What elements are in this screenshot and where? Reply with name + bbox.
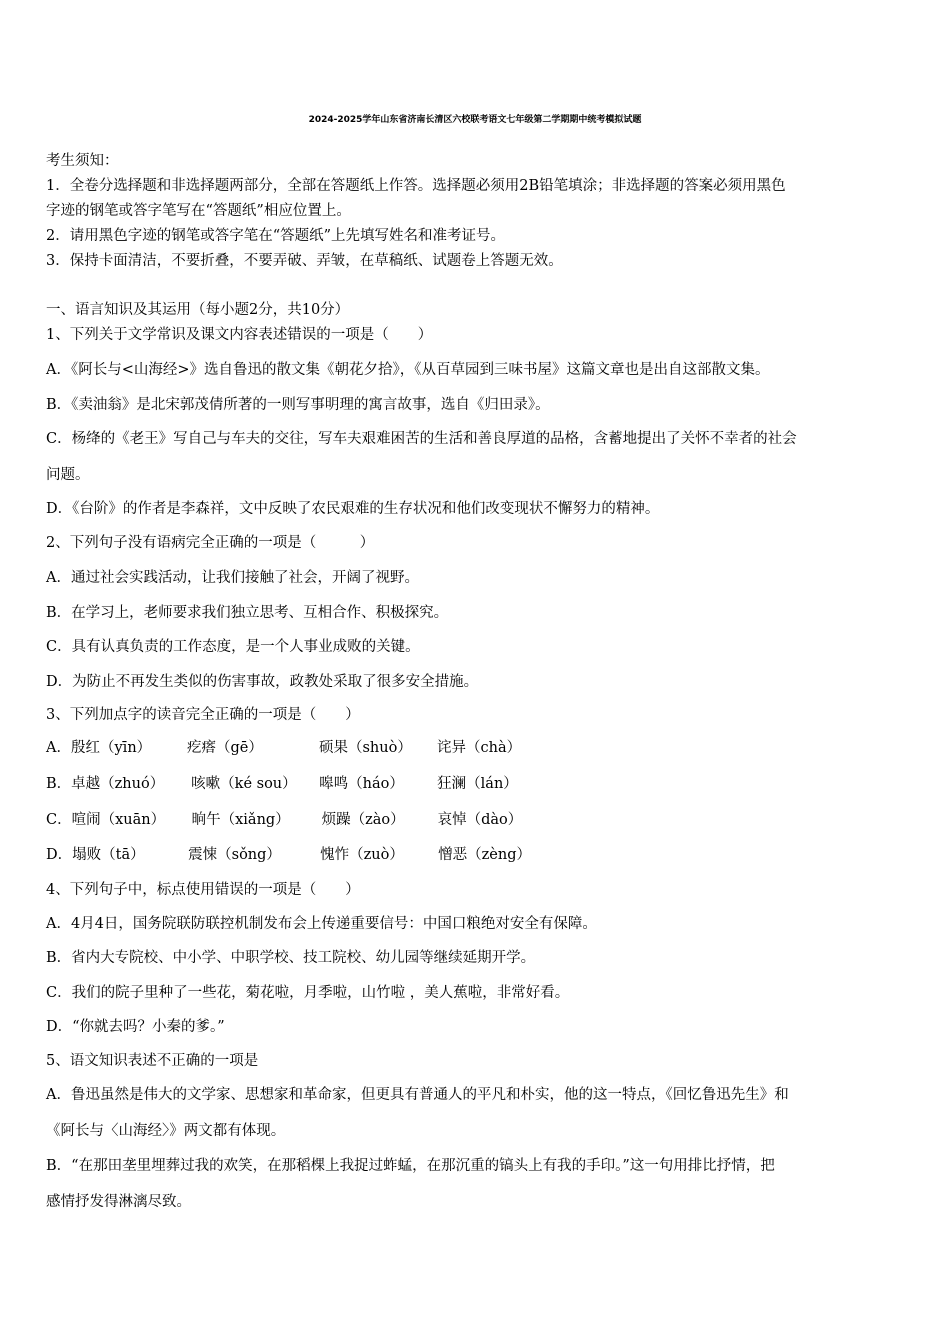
pinyin-word: 咳嗽（ké sou）: [191, 776, 297, 792]
page-title: 2024-2025学年山东省济南长清区六校联考语文七年级第二学期期中统考模拟试题: [308, 115, 642, 125]
question-3-option-a: [46, 738, 521, 758]
pinyin-word: 疙瘩（gē）: [186, 740, 263, 756]
question-1-option-a: A．《阿长与<山海经>》选自鲁迅的散文集《朝花夕拾》，《从百草园到三味书屋》这篇文章也是出自这部散文集。: [46, 362, 770, 378]
notice-item: 2．请用黑色字迹的钢笔或答字笔在“答题纸”上先填写姓名和准考证号。: [46, 228, 506, 244]
question-5-option-a: A．鲁迅虽然是伟大的文学家、思想家和革命家，但更具有普通人的平凡和朴实，他的这一特点，《回忆鲁迅先生》和: [46, 1087, 789, 1103]
question-4-option-b: B．省内大专院校、中小学、中职学校、技工院校、幼儿园等继续延期开学。: [46, 950, 536, 966]
pinyin-word: 晌午（xiǎng）: [191, 812, 290, 828]
question-2-option-a: A．通过社会实践活动，让我们接触了社会，开阔了视野。: [46, 570, 419, 586]
pinyin-word: 哀悼（dào）: [437, 812, 523, 828]
question-2-stem: 2、下列句子没有语病完全正确的一项是（ ）: [46, 535, 375, 551]
section-heading: 一、语言知识及其运用（每小题2分，共10分）: [46, 302, 350, 318]
option-label: C．: [46, 812, 72, 828]
question-1-option-b: B．《卖油翁》是北宋郭茂倩所著的一则写事明理的寓言故事，选自《归田录》。: [46, 397, 550, 413]
option-label: D．: [46, 847, 73, 863]
question-2-option-b: B．在学习上，老师要求我们独立思考、互相合作、积极探究。: [46, 605, 449, 621]
pinyin-word: 诧异（chà）: [436, 740, 522, 756]
question-3-option-c: [46, 810, 522, 830]
pinyin-word: 憎恶（zèng）: [438, 847, 531, 863]
pinyin-word: 狂澜（lán）: [437, 776, 518, 792]
option-label: A．: [46, 740, 71, 756]
question-5-option-a-cont: 《阿长与〈山海经〉》两文都有体现。: [46, 1123, 286, 1139]
question-3-option-d: [46, 845, 531, 865]
pinyin-word: 喧闹（xuān）: [71, 812, 166, 828]
question-1-option-c-cont: 问题。: [46, 467, 90, 483]
pinyin-word: 殷红（yīn）: [70, 740, 152, 756]
option-label: B．: [46, 776, 72, 792]
question-4-option-d: D．“你就去吗？小秦的爹。”: [46, 1019, 225, 1035]
question-4-option-c: C．我们的院子里种了一些花，菊花啦，月季啦，山竹啦 ，美人蕉啦，非常好看。: [46, 985, 570, 1001]
notice-item: 1．全卷分选择题和非选择题两部分，全部在答题纸上作答。选择题必须用2B铅笔填涂；非选择题的答案必须用黑色: [46, 178, 786, 194]
question-3-stem: 3、下列加点字的读音完全正确的一项是（ ）: [46, 707, 360, 723]
question-5-option-b: B．“在那田垄里埋葬过我的欢笑，在那稻棵上我捉过蚱蜢，在那沉重的镐头上有我的手印。”这一句用排比抒情，把: [46, 1158, 775, 1174]
pinyin-word: 塌败（tā）: [72, 847, 145, 863]
question-3-option-b: [46, 774, 518, 794]
notice-item: 字迹的钢笔或答字笔写在“答题纸”相应位置上。: [46, 203, 351, 219]
question-4-option-a: A．4月4日，国务院联防联控机制发布会上传递重要信号：中国口粮绝对安全有保障。: [46, 916, 597, 932]
question-1-stem: 1、下列关于文学常识及课文内容表述错误的一项是（ ）: [46, 327, 433, 343]
notice-heading: 考生须知：: [46, 153, 119, 169]
question-1-option-d: D．《台阶》的作者是李森祥，文中反映了农民艰难的生存状况和他们改变现状不懈努力的精神。: [46, 501, 660, 517]
question-2-option-c: C．具有认真负责的工作态度，是一个人事业成败的关键。: [46, 639, 420, 655]
pinyin-word: 愧怍（zuò）: [320, 847, 404, 863]
question-1-option-c: C．杨绛的《老王》写自己与车夫的交往，写车夫艰难困苦的生活和善良厚道的品格，含蓄地提出了关怀不幸者的社会: [46, 431, 797, 447]
question-4-stem: 4、下列句子中，标点使用错误的一项是（ ）: [46, 882, 360, 898]
pinyin-word: 嗥鸣（háo）: [319, 776, 404, 792]
pinyin-word: 烦躁（zào）: [321, 812, 405, 828]
question-5-option-b-cont: 感情抒发得淋漓尽致。: [46, 1194, 191, 1210]
pinyin-word: 卓越（zhuó）: [71, 776, 165, 792]
notice-item: 3．保持卡面清洁，不要折叠，不要弄破、弄皱，在草稿纸、试题卷上答题无效。: [46, 253, 563, 269]
pinyin-word: 硕果（shuò）: [318, 740, 412, 756]
question-5-stem: 5、语文知识表述不正确的一项是: [46, 1053, 259, 1069]
pinyin-word: 震悚（sǒng）: [188, 847, 281, 863]
question-2-option-d: D．为防止不再发生类似的伤害事故，政教处采取了很多安全措施。: [46, 674, 479, 690]
